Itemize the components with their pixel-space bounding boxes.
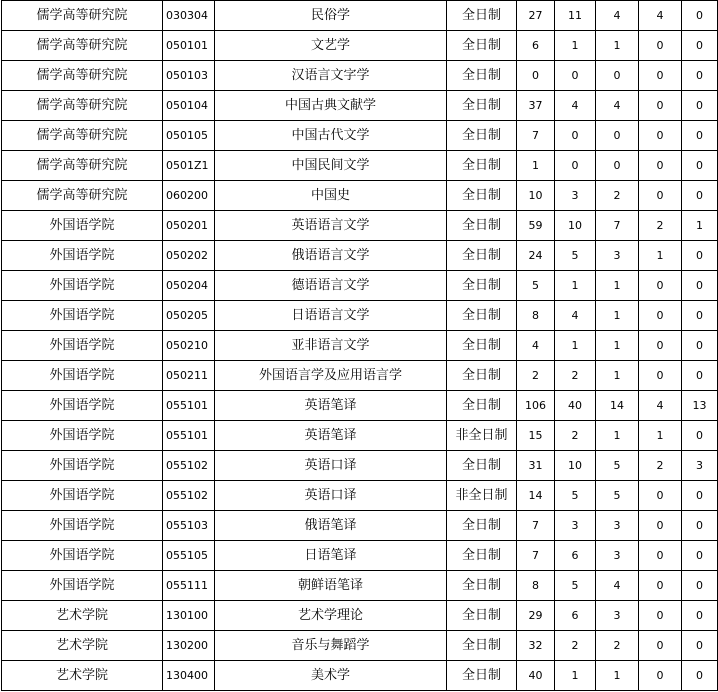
college-cell: 外国语学院 <box>2 421 163 451</box>
major-name-cell: 中国史 <box>215 181 447 211</box>
count-cell-5: 3 <box>682 451 718 481</box>
count-cell-4: 1 <box>639 421 682 451</box>
major-code-cell: 130200 <box>163 631 215 661</box>
major-code-cell: 055102 <box>163 451 215 481</box>
count-cell-1: 4 <box>517 331 555 361</box>
major-code-cell: 050204 <box>163 271 215 301</box>
study-mode-cell: 全日制 <box>447 361 517 391</box>
count-cell-3: 0 <box>596 151 639 181</box>
count-cell-4: 1 <box>639 241 682 271</box>
count-cell-2: 11 <box>555 1 596 31</box>
major-code-cell: 050103 <box>163 61 215 91</box>
count-cell-1: 2 <box>517 361 555 391</box>
count-cell-2: 10 <box>555 211 596 241</box>
count-cell-3: 0 <box>596 61 639 91</box>
count-cell-2: 0 <box>555 61 596 91</box>
count-cell-5: 0 <box>682 271 718 301</box>
count-cell-2: 5 <box>555 241 596 271</box>
count-cell-2: 2 <box>555 421 596 451</box>
table-row <box>2 61 718 91</box>
count-cell-4: 0 <box>639 661 682 691</box>
count-cell-3: 1 <box>596 301 639 331</box>
college-cell: 外国语学院 <box>2 331 163 361</box>
count-cell-5: 13 <box>682 391 718 421</box>
major-code-cell: 055105 <box>163 541 215 571</box>
major-code-cell: 050105 <box>163 121 215 151</box>
count-cell-5: 0 <box>682 361 718 391</box>
major-code-cell: 050210 <box>163 331 215 361</box>
college-cell: 外国语学院 <box>2 451 163 481</box>
major-name-cell: 外国语言学及应用语言学 <box>215 361 447 391</box>
major-code-cell: 050211 <box>163 361 215 391</box>
major-code-cell: 055102 <box>163 481 215 511</box>
study-mode-cell: 非全日制 <box>447 421 517 451</box>
major-name-cell: 英语口译 <box>215 451 447 481</box>
count-cell-1: 32 <box>517 631 555 661</box>
major-name-cell: 中国古代文学 <box>215 121 447 151</box>
count-cell-3: 0 <box>596 121 639 151</box>
count-cell-4: 0 <box>639 121 682 151</box>
college-cell: 外国语学院 <box>2 541 163 571</box>
count-cell-5: 0 <box>682 241 718 271</box>
college-cell: 外国语学院 <box>2 241 163 271</box>
count-cell-1: 29 <box>517 601 555 631</box>
major-name-cell: 德语语言文学 <box>215 271 447 301</box>
major-code-cell: 030304 <box>163 1 215 31</box>
count-cell-5: 1 <box>682 211 718 241</box>
count-cell-3: 1 <box>596 661 639 691</box>
major-name-cell: 中国古典文献学 <box>215 91 447 121</box>
count-cell-3: 4 <box>596 571 639 601</box>
college-cell: 儒学高等研究院 <box>2 121 163 151</box>
count-cell-2: 5 <box>555 571 596 601</box>
table-row <box>2 481 718 511</box>
major-code-cell: 130400 <box>163 661 215 691</box>
count-cell-3: 4 <box>596 91 639 121</box>
count-cell-5: 0 <box>682 481 718 511</box>
major-name-cell: 汉语言文字学 <box>215 61 447 91</box>
college-cell: 儒学高等研究院 <box>2 61 163 91</box>
major-name-cell: 日语语言文学 <box>215 301 447 331</box>
count-cell-5: 0 <box>682 421 718 451</box>
count-cell-4: 0 <box>639 481 682 511</box>
count-cell-2: 1 <box>555 661 596 691</box>
study-mode-cell: 全日制 <box>447 181 517 211</box>
count-cell-5: 0 <box>682 31 718 61</box>
table-row <box>2 271 718 301</box>
major-name-cell: 日语笔译 <box>215 541 447 571</box>
major-name-cell: 美术学 <box>215 661 447 691</box>
count-cell-4: 0 <box>639 541 682 571</box>
count-cell-2: 2 <box>555 361 596 391</box>
count-cell-1: 6 <box>517 31 555 61</box>
major-code-cell: 0501Z1 <box>163 151 215 181</box>
count-cell-5: 0 <box>682 511 718 541</box>
table-row <box>2 361 718 391</box>
count-cell-5: 0 <box>682 61 718 91</box>
study-mode-cell: 全日制 <box>447 31 517 61</box>
count-cell-2: 3 <box>555 181 596 211</box>
count-cell-1: 0 <box>517 61 555 91</box>
count-cell-2: 0 <box>555 121 596 151</box>
major-code-cell: 055111 <box>163 571 215 601</box>
count-cell-1: 59 <box>517 211 555 241</box>
study-mode-cell: 全日制 <box>447 331 517 361</box>
count-cell-1: 24 <box>517 241 555 271</box>
table-row <box>2 331 718 361</box>
count-cell-5: 0 <box>682 661 718 691</box>
count-cell-4: 4 <box>639 391 682 421</box>
college-cell: 外国语学院 <box>2 571 163 601</box>
count-cell-1: 10 <box>517 181 555 211</box>
major-name-cell: 中国民间文学 <box>215 151 447 181</box>
count-cell-2: 1 <box>555 331 596 361</box>
table-row <box>2 631 718 661</box>
count-cell-2: 10 <box>555 451 596 481</box>
count-cell-1: 37 <box>517 91 555 121</box>
table-row <box>2 391 718 421</box>
major-code-cell: 060200 <box>163 181 215 211</box>
count-cell-2: 1 <box>555 271 596 301</box>
count-cell-1: 8 <box>517 301 555 331</box>
major-name-cell: 英语口译 <box>215 481 447 511</box>
count-cell-4: 0 <box>639 91 682 121</box>
college-cell: 艺术学院 <box>2 661 163 691</box>
count-cell-2: 4 <box>555 91 596 121</box>
count-cell-3: 5 <box>596 481 639 511</box>
major-name-cell: 英语笔译 <box>215 391 447 421</box>
major-code-cell: 055101 <box>163 421 215 451</box>
major-code-cell: 130100 <box>163 601 215 631</box>
count-cell-2: 40 <box>555 391 596 421</box>
study-mode-cell: 全日制 <box>447 121 517 151</box>
count-cell-4: 0 <box>639 31 682 61</box>
major-code-cell: 050101 <box>163 31 215 61</box>
college-cell: 外国语学院 <box>2 511 163 541</box>
major-code-cell: 050205 <box>163 301 215 331</box>
table-row <box>2 181 718 211</box>
table-row <box>2 661 718 691</box>
table-row <box>2 31 718 61</box>
study-mode-cell: 全日制 <box>447 631 517 661</box>
college-cell: 儒学高等研究院 <box>2 151 163 181</box>
count-cell-2: 3 <box>555 511 596 541</box>
study-mode-cell: 全日制 <box>447 451 517 481</box>
major-name-cell: 英语语言文学 <box>215 211 447 241</box>
count-cell-3: 1 <box>596 421 639 451</box>
table-row <box>2 421 718 451</box>
major-name-cell: 英语笔译 <box>215 421 447 451</box>
count-cell-2: 0 <box>555 151 596 181</box>
college-cell: 外国语学院 <box>2 361 163 391</box>
study-mode-cell: 非全日制 <box>447 481 517 511</box>
count-cell-1: 7 <box>517 541 555 571</box>
count-cell-3: 1 <box>596 271 639 301</box>
count-cell-3: 3 <box>596 541 639 571</box>
count-cell-1: 14 <box>517 481 555 511</box>
count-cell-1: 7 <box>517 121 555 151</box>
count-cell-3: 14 <box>596 391 639 421</box>
table-row <box>2 121 718 151</box>
major-code-cell: 050201 <box>163 211 215 241</box>
count-cell-1: 5 <box>517 271 555 301</box>
college-cell: 外国语学院 <box>2 481 163 511</box>
count-cell-3: 5 <box>596 451 639 481</box>
table-row <box>2 91 718 121</box>
table-row <box>2 301 718 331</box>
count-cell-2: 4 <box>555 301 596 331</box>
count-cell-5: 0 <box>682 91 718 121</box>
major-code-cell: 050202 <box>163 241 215 271</box>
count-cell-3: 2 <box>596 631 639 661</box>
major-code-cell: 050104 <box>163 91 215 121</box>
college-cell: 外国语学院 <box>2 391 163 421</box>
table-row <box>2 541 718 571</box>
major-name-cell: 俄语笔译 <box>215 511 447 541</box>
study-mode-cell: 全日制 <box>447 541 517 571</box>
count-cell-4: 0 <box>639 181 682 211</box>
major-code-cell: 055101 <box>163 391 215 421</box>
count-cell-5: 0 <box>682 181 718 211</box>
count-cell-4: 0 <box>639 571 682 601</box>
count-cell-5: 0 <box>682 121 718 151</box>
major-name-cell: 艺术学理论 <box>215 601 447 631</box>
major-name-cell: 文艺学 <box>215 31 447 61</box>
table-body <box>2 1 718 691</box>
count-cell-4: 0 <box>639 331 682 361</box>
study-mode-cell: 全日制 <box>447 211 517 241</box>
count-cell-5: 0 <box>682 331 718 361</box>
table-row <box>2 241 718 271</box>
count-cell-1: 106 <box>517 391 555 421</box>
count-cell-4: 0 <box>639 601 682 631</box>
count-cell-5: 0 <box>682 301 718 331</box>
count-cell-3: 3 <box>596 241 639 271</box>
count-cell-5: 0 <box>682 541 718 571</box>
count-cell-1: 8 <box>517 571 555 601</box>
count-cell-1: 27 <box>517 1 555 31</box>
count-cell-1: 15 <box>517 421 555 451</box>
table-row <box>2 601 718 631</box>
study-mode-cell: 全日制 <box>447 1 517 31</box>
major-name-cell: 音乐与舞蹈学 <box>215 631 447 661</box>
count-cell-5: 0 <box>682 151 718 181</box>
study-mode-cell: 全日制 <box>447 511 517 541</box>
college-cell: 儒学高等研究院 <box>2 1 163 31</box>
college-cell: 外国语学院 <box>2 271 163 301</box>
college-cell: 儒学高等研究院 <box>2 181 163 211</box>
count-cell-1: 31 <box>517 451 555 481</box>
count-cell-3: 1 <box>596 331 639 361</box>
count-cell-3: 3 <box>596 511 639 541</box>
table-row <box>2 571 718 601</box>
count-cell-3: 2 <box>596 181 639 211</box>
college-cell: 外国语学院 <box>2 211 163 241</box>
major-code-cell: 055103 <box>163 511 215 541</box>
count-cell-2: 2 <box>555 631 596 661</box>
table-row <box>2 451 718 481</box>
count-cell-4: 0 <box>639 301 682 331</box>
study-mode-cell: 全日制 <box>447 271 517 301</box>
count-cell-4: 4 <box>639 1 682 31</box>
count-cell-3: 3 <box>596 601 639 631</box>
count-cell-3: 4 <box>596 1 639 31</box>
count-cell-4: 0 <box>639 151 682 181</box>
admissions-table <box>1 0 718 691</box>
count-cell-4: 2 <box>639 211 682 241</box>
count-cell-4: 0 <box>639 361 682 391</box>
count-cell-4: 2 <box>639 451 682 481</box>
count-cell-4: 0 <box>639 511 682 541</box>
table-row <box>2 211 718 241</box>
table-row <box>2 1 718 31</box>
study-mode-cell: 全日制 <box>447 301 517 331</box>
major-name-cell: 俄语语言文学 <box>215 241 447 271</box>
count-cell-3: 1 <box>596 361 639 391</box>
count-cell-5: 0 <box>682 631 718 661</box>
study-mode-cell: 全日制 <box>447 601 517 631</box>
college-cell: 儒学高等研究院 <box>2 91 163 121</box>
count-cell-5: 0 <box>682 601 718 631</box>
major-name-cell: 朝鲜语笔译 <box>215 571 447 601</box>
college-cell: 艺术学院 <box>2 631 163 661</box>
count-cell-2: 1 <box>555 31 596 61</box>
major-name-cell: 亚非语言文学 <box>215 331 447 361</box>
college-cell: 儒学高等研究院 <box>2 31 163 61</box>
study-mode-cell: 全日制 <box>447 391 517 421</box>
college-cell: 外国语学院 <box>2 301 163 331</box>
count-cell-5: 0 <box>682 571 718 601</box>
study-mode-cell: 全日制 <box>447 61 517 91</box>
count-cell-1: 7 <box>517 511 555 541</box>
count-cell-1: 1 <box>517 151 555 181</box>
count-cell-3: 7 <box>596 211 639 241</box>
study-mode-cell: 全日制 <box>447 91 517 121</box>
count-cell-2: 5 <box>555 481 596 511</box>
count-cell-2: 6 <box>555 541 596 571</box>
count-cell-5: 0 <box>682 1 718 31</box>
college-cell: 艺术学院 <box>2 601 163 631</box>
major-name-cell: 民俗学 <box>215 1 447 31</box>
table-row <box>2 151 718 181</box>
count-cell-2: 6 <box>555 601 596 631</box>
study-mode-cell: 全日制 <box>447 241 517 271</box>
count-cell-4: 0 <box>639 61 682 91</box>
study-mode-cell: 全日制 <box>447 571 517 601</box>
count-cell-1: 40 <box>517 661 555 691</box>
table-row <box>2 511 718 541</box>
study-mode-cell: 全日制 <box>447 151 517 181</box>
count-cell-4: 0 <box>639 631 682 661</box>
study-mode-cell: 全日制 <box>447 661 517 691</box>
count-cell-4: 0 <box>639 271 682 301</box>
count-cell-3: 1 <box>596 31 639 61</box>
